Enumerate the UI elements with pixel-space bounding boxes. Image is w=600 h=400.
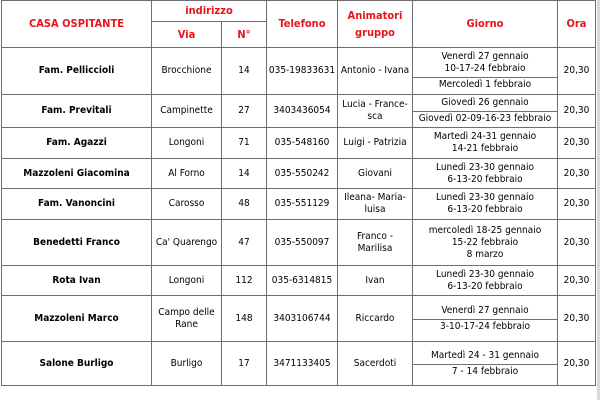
number-cell: 47 (222, 220, 267, 266)
time-cell: 20,30 (558, 128, 596, 159)
phone-cell: 3403436054 (267, 95, 338, 128)
street-cell: Campo delle Rane (152, 296, 222, 342)
schedule-rows (2, 48, 596, 386)
phone-cell: 035-551129 (267, 189, 338, 220)
phone-cell: 3471133405 (267, 342, 338, 386)
house-cell: Salone Burligo (2, 342, 152, 386)
number-cell: 112 (222, 266, 267, 296)
day-line: 3-10-17-24 febbraio (440, 320, 530, 332)
day-line: Martedì 24 - 31 gennaio (431, 349, 539, 361)
day-line: 7 - 14 febbraio (451, 365, 519, 377)
street-cell: Longoni (152, 266, 222, 296)
day-line: Lunedì 23-30 gennaio (435, 268, 534, 280)
phone-cell: 035-550242 (267, 159, 338, 189)
day-line: Lunedì 23-30 gennaio (435, 192, 534, 203)
house-cell: Fam. Previtali (2, 95, 152, 128)
day-cell (413, 95, 558, 128)
number-cell: 27 (222, 95, 267, 128)
table-row (2, 48, 596, 95)
day-line: Giovedì 02-09-16-23 febbraio (418, 113, 552, 124)
table-row (2, 266, 596, 296)
day-line: mercoledì 18-25 gennaio (428, 224, 542, 236)
day-cell (413, 296, 558, 342)
number-cell: 14 (222, 159, 267, 189)
day-cell (413, 48, 558, 95)
time-cell: 20,30 (558, 342, 596, 386)
day-line: 6-13-20 febbraio (447, 173, 523, 185)
time-cell: 20,30 (558, 220, 596, 266)
animators-cell: Lucia - France-sca (338, 95, 413, 128)
time-cell: 20,30 (558, 95, 596, 128)
animators-cell: Antonio - Ivana (338, 48, 413, 95)
day-line: Venerdì 27 gennaio (441, 51, 529, 62)
house-cell: Benedetti Franco (2, 220, 152, 266)
day-line: 6-13-20 febbraio (447, 204, 523, 215)
phone-cell: 035-19833631 (267, 48, 338, 95)
table-row (2, 220, 596, 266)
number-cell: 14 (222, 48, 267, 95)
day-cell (413, 342, 558, 386)
house-cell: Rota Ivan (2, 266, 152, 296)
day-separator (413, 364, 557, 365)
header-day: Giorno (413, 1, 558, 48)
table-row (2, 189, 596, 220)
animators-cell: Franco - Marilisa (338, 220, 413, 266)
schedule-table (1, 0, 596, 386)
day-cell (413, 220, 558, 266)
animators-cell: Ileana- Maria-luisa (338, 189, 413, 220)
street-cell: Brocchione (152, 48, 222, 95)
number-cell: 148 (222, 296, 267, 342)
header-street: Via (152, 22, 222, 48)
day-cell (413, 189, 558, 220)
house-cell: Mazzoleni Marco (2, 296, 152, 342)
phone-cell: 035-548160 (267, 128, 338, 159)
animators-cell: Ivan (338, 266, 413, 296)
phone-cell: 035-6314815 (267, 266, 338, 296)
day-separator (413, 319, 557, 320)
day-line: 14-21 febbraio (451, 143, 519, 154)
street-cell: Carosso (152, 189, 222, 220)
table-row (2, 342, 596, 386)
header-address: indirizzo (152, 1, 267, 22)
table-row (2, 128, 596, 159)
header-time: Ora (558, 1, 596, 48)
time-cell: 20,30 (558, 159, 596, 189)
day-cell (413, 266, 558, 296)
house-cell: Fam. Pelliccioli (2, 48, 152, 95)
day-line: Lunedì 23-30 gennaio (435, 161, 534, 173)
house-cell: Mazzoleni Giacomina (2, 159, 152, 189)
animators-cell: Giovani (338, 159, 413, 189)
day-line: 8 marzo (466, 248, 504, 260)
header-number: N° (222, 22, 267, 48)
animators-cell: Sacerdoti (338, 342, 413, 386)
time-cell: 20,30 (558, 48, 596, 95)
table-row (2, 159, 596, 189)
animators-cell: Riccardo (338, 296, 413, 342)
number-cell: 17 (222, 342, 267, 386)
day-line: 10-17-24 febbraio (444, 63, 526, 74)
day-separator (413, 111, 557, 112)
phone-cell: 3403106744 (267, 296, 338, 342)
time-cell: 20,30 (558, 296, 596, 342)
street-cell: Campinette (152, 95, 222, 128)
street-cell: Burligo (152, 342, 222, 386)
day-line: Mercoledì 1 febbraio (438, 79, 532, 90)
house-cell: Fam. Vanoncini (2, 189, 152, 220)
day-cell (413, 128, 558, 159)
day-cell (413, 159, 558, 189)
table-row (2, 95, 596, 128)
street-cell: Longoni (152, 128, 222, 159)
number-cell: 48 (222, 189, 267, 220)
time-cell: 20,30 (558, 266, 596, 296)
day-line: Martedì 24-31 gennaio (433, 131, 537, 142)
day-line: 15-22 febbraio (451, 236, 519, 248)
animators-cell: Luigi - Patrizia (338, 128, 413, 159)
street-cell: Al Forno (152, 159, 222, 189)
number-cell: 71 (222, 128, 267, 159)
street-cell: Ca' Quarengo (152, 220, 222, 266)
phone-cell: 035-550097 (267, 220, 338, 266)
header-phone: Telefono (267, 1, 338, 48)
day-separator (413, 77, 557, 78)
header-house: CASA OSPITANTE (2, 1, 152, 48)
table-row (2, 296, 596, 342)
header-animators: Animatori gruppo (338, 1, 413, 48)
house-cell: Fam. Agazzi (2, 128, 152, 159)
day-line: 6-13-20 febbraio (447, 280, 523, 292)
day-line: Venerdì 27 gennaio (441, 304, 529, 316)
day-line: Giovedì 26 gennaio (441, 97, 529, 108)
time-cell: 20,30 (558, 189, 596, 220)
